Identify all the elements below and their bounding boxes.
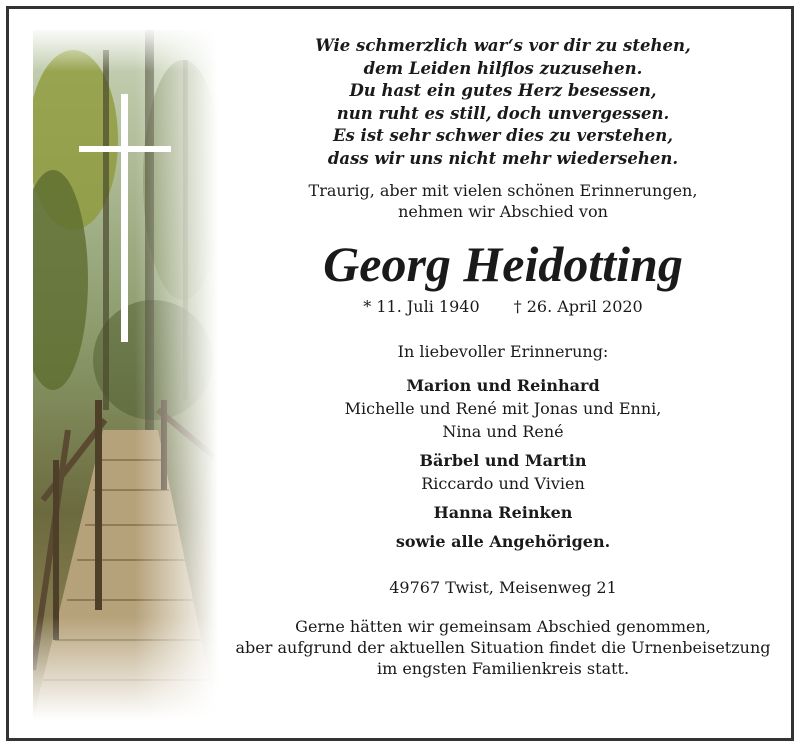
deceased-name: Georg Heidotting <box>323 236 683 292</box>
poem-line: Wie schmerzlich war‘s vor dir zu stehen, <box>315 36 691 55</box>
family-head: Hanna Reinken <box>433 503 573 522</box>
forest-boardwalk-photo <box>33 30 218 720</box>
intro <box>220 180 786 222</box>
poem-line: Du hast ein gutes Herz besessen, <box>349 81 657 100</box>
intro-line: nehmen wir Abschied von <box>398 202 608 221</box>
death-date: † 26. April 2020 <box>513 297 643 316</box>
family-line: Nina und René <box>442 422 564 441</box>
poem <box>220 35 786 170</box>
life-dates <box>220 296 786 317</box>
closing-line: aber aufgrund der aktuellen Situation findet die Urnenbeisetzung <box>235 638 771 657</box>
family-relatives: sowie alle Angehörigen. <box>395 532 611 551</box>
closing-line: Gerne hätten wir gemeinsam Abschied genommen, <box>295 617 711 636</box>
poem-line: dass wir uns nicht mehr wiedersehen. <box>327 148 679 168</box>
family-group <box>220 449 786 495</box>
closing-note <box>220 616 786 679</box>
family-group <box>220 374 786 443</box>
address: 49767 Twist, Meisenweg 21 <box>389 578 617 597</box>
poem-line: dem Leiden hilflos zuzusehen. <box>363 58 643 78</box>
family-head: Marion und Reinhard <box>406 376 600 395</box>
birth-date: * 11. Juli 1940 <box>363 297 480 316</box>
obituary-text <box>220 30 786 679</box>
closing-line: im engsten Familienkreis statt. <box>376 659 630 678</box>
family-line: Riccardo und Vivien <box>421 474 585 493</box>
family-line: Michelle und René mit Jonas und Enni, <box>344 399 662 418</box>
poem-line: nun ruht es still, doch unvergessen. <box>336 103 670 123</box>
tribute-label: In liebevoller Erinnerung: <box>397 342 609 361</box>
poem-line: Es ist sehr schwer dies zu verstehen, <box>332 126 674 145</box>
family-head: Bärbel und Martin <box>419 451 587 470</box>
intro-line: Traurig, aber mit vielen schönen Erinnerungen, <box>308 181 698 200</box>
